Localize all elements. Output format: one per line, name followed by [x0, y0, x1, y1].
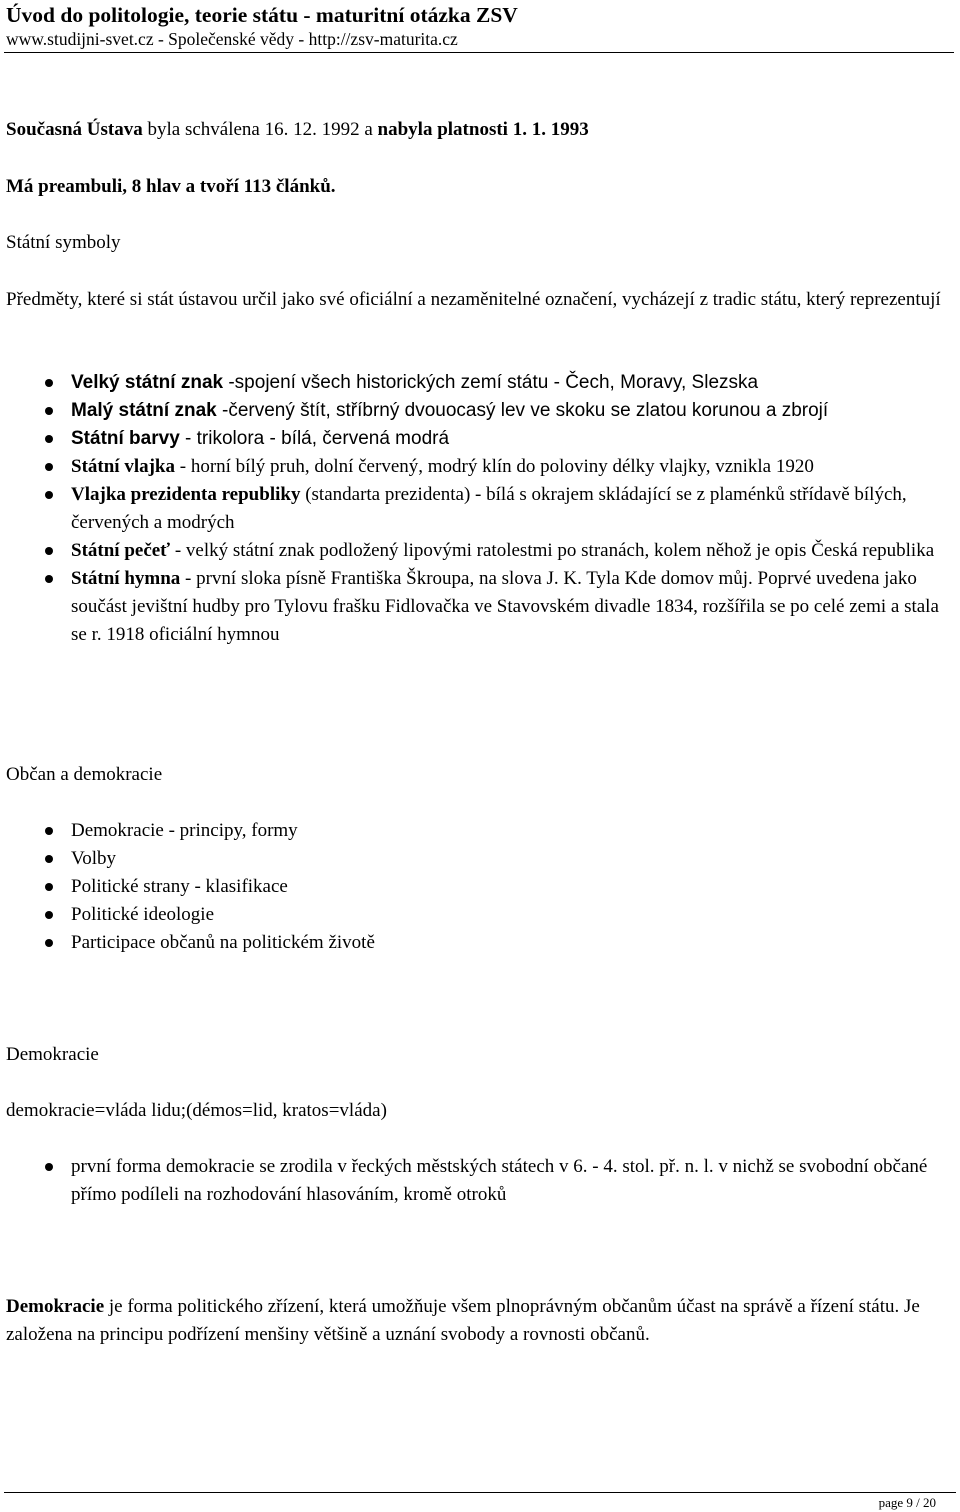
bullet-icon: [45, 855, 53, 863]
symbols-heading: Státní symboly: [6, 232, 121, 253]
list-item: Státní hymna - první sloka písně Františka Škroupa, na slova J. K. Tyla Kde domov můj. Poprvé uvedena jako součást jevištní hudby pro Tylovu frašku Fidlovačka ve Stavovském divadle 1834, rozšířila se po celé zemi a stala se r. 1918 oficiální hymnou: [71, 565, 951, 649]
page-number: page 9 / 20: [878, 1495, 936, 1510]
list-item: Státní barvy - trikolora - bílá, červená modrá: [71, 425, 951, 453]
bullet-icon: [45, 379, 53, 387]
footer-divider: [4, 1492, 956, 1493]
document-subtitle: www.studijni-svet.cz - Společenské vědy - http://zsv-maturita.cz: [6, 29, 458, 49]
bullet-icon: [45, 827, 53, 835]
democracy-term: Demokracie: [6, 1296, 105, 1317]
bullet-icon: [45, 883, 53, 891]
list-item: Malý státní znak -červený štít, stříbrný dvouocasý lev ve skoku se zlatou korunou a zbrojí: [71, 397, 951, 425]
bullet-icon: [45, 491, 53, 499]
document-title: Úvod do politologie, teorie státu - maturitní otázka ZSV: [6, 3, 518, 27]
democracy-summary: Demokracie je forma politického zřízení, která umožňuje všem plnoprávným občanům účast na správě a řízení státu. Je založena na principu podřízení menšiny většině a uznání svobody a rovnosti občanů.: [6, 1296, 920, 1345]
constitution-paragraph: [6, 116, 589, 144]
constitution-structure: Má preambuli, 8 hlav a tvoří 113 článků.: [6, 176, 336, 197]
list-item: Politické strany - klasifikace: [71, 873, 951, 901]
list-item: první forma demokracie se zrodila v řeckých městských státech v 6. - 4. stol. př. n. l. v nichž se svobodní občané přímo podíleli na rozhodování hlasováním, kromě otroků: [71, 1153, 951, 1209]
democracy-definition: demokracie=vláda lidu;(démos=lid, kratos=vláda): [6, 1100, 387, 1121]
bullet-icon: [45, 575, 53, 583]
list-item: Politické ideologie: [71, 901, 951, 929]
list-item: Velký státní znak -spojení všech historických zemí státu - Čech, Moravy, Slezska: [71, 369, 951, 397]
header-divider: [4, 52, 954, 53]
constitution-text: byla schválena 16. 12. 1992 a: [142, 119, 378, 140]
list-item: Participace občanů na politickém životě: [71, 929, 951, 957]
symbols-list: [71, 369, 951, 649]
list-item: Demokracie - principy, formy: [71, 817, 951, 845]
bullet-icon: [45, 435, 53, 443]
symbols-intro: Předměty, které si stát ústavou určil jako své oficiální a nezaměnitelné označení, vycházejí z tradic státu, který reprezentují: [6, 289, 941, 310]
bullet-icon: [45, 939, 53, 947]
democracy-heading: Demokracie: [6, 1044, 99, 1065]
bullet-icon: [45, 547, 53, 555]
bullet-icon: [45, 911, 53, 919]
bullet-icon: [45, 407, 53, 415]
page-header: [6, 2, 518, 50]
list-item: Volby: [71, 845, 951, 873]
list-item: Vlajka prezidenta republiky (standarta prezidenta) - bílá s okrajem skládající se z plaménků střídavě bílých, červených a modrých: [71, 481, 951, 537]
citizen-list: [71, 817, 951, 957]
constitution-term: Současná Ústava: [6, 119, 143, 140]
democracy-list: [71, 1153, 951, 1209]
list-item: Státní pečeť - velký státní znak podložený lipovými ratolestmi po stranách, kolem něhož je opis Česká republika: [71, 537, 951, 565]
list-item: Státní vlajka - horní bílý pruh, dolní červený, modrý klín do poloviny délky vlajky, vznikla 1920: [71, 453, 951, 481]
bullet-icon: [45, 463, 53, 471]
constitution-validity: nabyla platnosti 1. 1. 1993: [377, 119, 589, 140]
citizen-heading: Občan a demokracie: [6, 764, 163, 785]
bullet-icon: [45, 1163, 53, 1171]
